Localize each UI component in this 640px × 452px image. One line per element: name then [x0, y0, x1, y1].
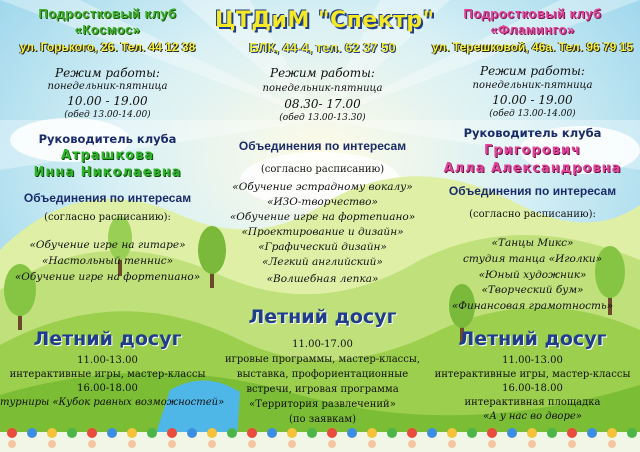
center-summer-line-4: встречи, игровая программа — [246, 384, 399, 395]
right-club-name: «Фламинго» — [490, 22, 575, 37]
center-summer-line-1: 11.00-17.00 — [292, 339, 353, 350]
right-summer-line-1: 11.00-13.00 — [502, 355, 563, 366]
center-summer-line-2: игровые программы, мастер-классы, — [224, 354, 421, 365]
center-schedule-title: Режим работы: — [270, 66, 375, 80]
center-schedule-lunch: (обед 13.00-13.30) — [279, 113, 366, 123]
right-summer-line-5: «А у нас во дворе» — [483, 411, 582, 422]
right-club-label: Подростковый клуб — [463, 6, 602, 21]
center-activity-6: «Легкий английский» — [262, 256, 383, 268]
right-assoc-note: (согласно расписанию): — [469, 209, 596, 220]
center-activity-2: «ИЗО-творчество» — [267, 196, 378, 208]
left-club-label: Подростковый клуб — [38, 6, 177, 21]
right-assoc-title: Объединения по интересам — [448, 184, 617, 198]
center-schedule-days: понедельник-пятница — [262, 83, 383, 94]
left-activity-3: «Обучение игре на фортепиано» — [14, 271, 201, 283]
left-schedule-days: понедельник-пятница — [47, 81, 168, 92]
right-address: ул. Терешковой, 46а. Тел. 96 79 15 — [431, 40, 634, 54]
center-activity-4: «Проектирование и дизайн» — [241, 226, 404, 238]
center-activity-1: «Обучение эстрадному вокалу» — [232, 181, 413, 193]
left-activity-1: «Обучение игре на гитаре» — [29, 239, 186, 251]
center-assoc-title: Объединения по интересам — [238, 139, 407, 153]
center-summer-line-6: (по заявкам) — [288, 414, 356, 425]
left-schedule-title: Режим работы: — [55, 66, 160, 80]
left-summer-line-2: интерактивные игры, мастер-классы — [9, 369, 206, 380]
right-activity-5: «Финансовая грамотность» — [451, 300, 614, 312]
right-activity-4: «Творческий бум» — [481, 284, 584, 296]
left-summer-line-3: 16.00-18.00 — [77, 383, 138, 394]
left-head-label: Руководитель клуба — [38, 132, 177, 146]
right-activity-2: студия танца «Иголки» — [462, 253, 603, 265]
left-address: ул. Горького, 26. Тел. 44 12 38 — [19, 40, 196, 54]
left-schedule-hours: 10.00 - 19.00 — [67, 94, 148, 108]
right-head-surname: Григорович — [484, 143, 581, 158]
right-activity-3: «Юный художник» — [478, 269, 587, 281]
left-assoc-note: (согласно расписанию): — [44, 212, 171, 223]
left-schedule-lunch: (обед 13.00-14.00) — [64, 110, 151, 120]
center-assoc-note: (согласно расписанию) — [260, 164, 385, 175]
center-activity-3: «Обучение игре на фортепиано» — [229, 211, 416, 223]
center-summer-line-3: выставка, профориентационные — [236, 369, 409, 380]
center-address: БЛК, 44-4, тел. 62 37 50 — [249, 40, 396, 55]
right-head-label: Руководитель клуба — [463, 126, 602, 140]
left-activity-2: «Настольный теннис» — [41, 255, 174, 267]
right-schedule-title: Режим работы: — [480, 64, 585, 78]
right-summer-line-4: интерактивная площадка — [464, 397, 601, 408]
right-schedule-days: понедельник-пятница — [472, 80, 593, 91]
left-assoc-title: Объединения по интересам — [23, 191, 192, 205]
left-summer-title: Летний досуг — [33, 328, 182, 350]
left-head-name: Инна Николаевна — [33, 165, 182, 180]
left-summer-line-1: 11.00-13.00 — [77, 355, 138, 366]
center-activity-5: «Графический дизайн» — [258, 241, 387, 253]
center-summer-line-5: «Территория развлечений» — [249, 399, 396, 410]
right-summer-line-3: 16.00-18.00 — [502, 383, 563, 394]
left-club-name: «Космос» — [74, 22, 141, 37]
center-summer-title: Летний досуг — [248, 306, 397, 328]
right-head-name: Алла Александровна — [443, 161, 622, 176]
center-schedule-hours: 08.30- 17.00 — [284, 97, 361, 111]
right-schedule-lunch: (обед 13.00-14.00) — [489, 109, 576, 119]
right-summer-title: Летний досуг — [458, 328, 607, 350]
center-activity-7: «Волшебная лепка» — [266, 273, 379, 285]
right-schedule-hours: 10.00 - 19.00 — [492, 93, 573, 107]
center-title: ЦТДиМ "Спектр" — [215, 8, 435, 33]
right-activity-1: «Танцы Микс» — [491, 237, 574, 249]
left-head-surname: Атрашкова — [60, 148, 155, 163]
left-summer-line-4: турниры «Кубок равных возможностей» — [0, 397, 225, 408]
right-summer-line-2: интерактивные игры, мастер-классы — [434, 369, 631, 380]
